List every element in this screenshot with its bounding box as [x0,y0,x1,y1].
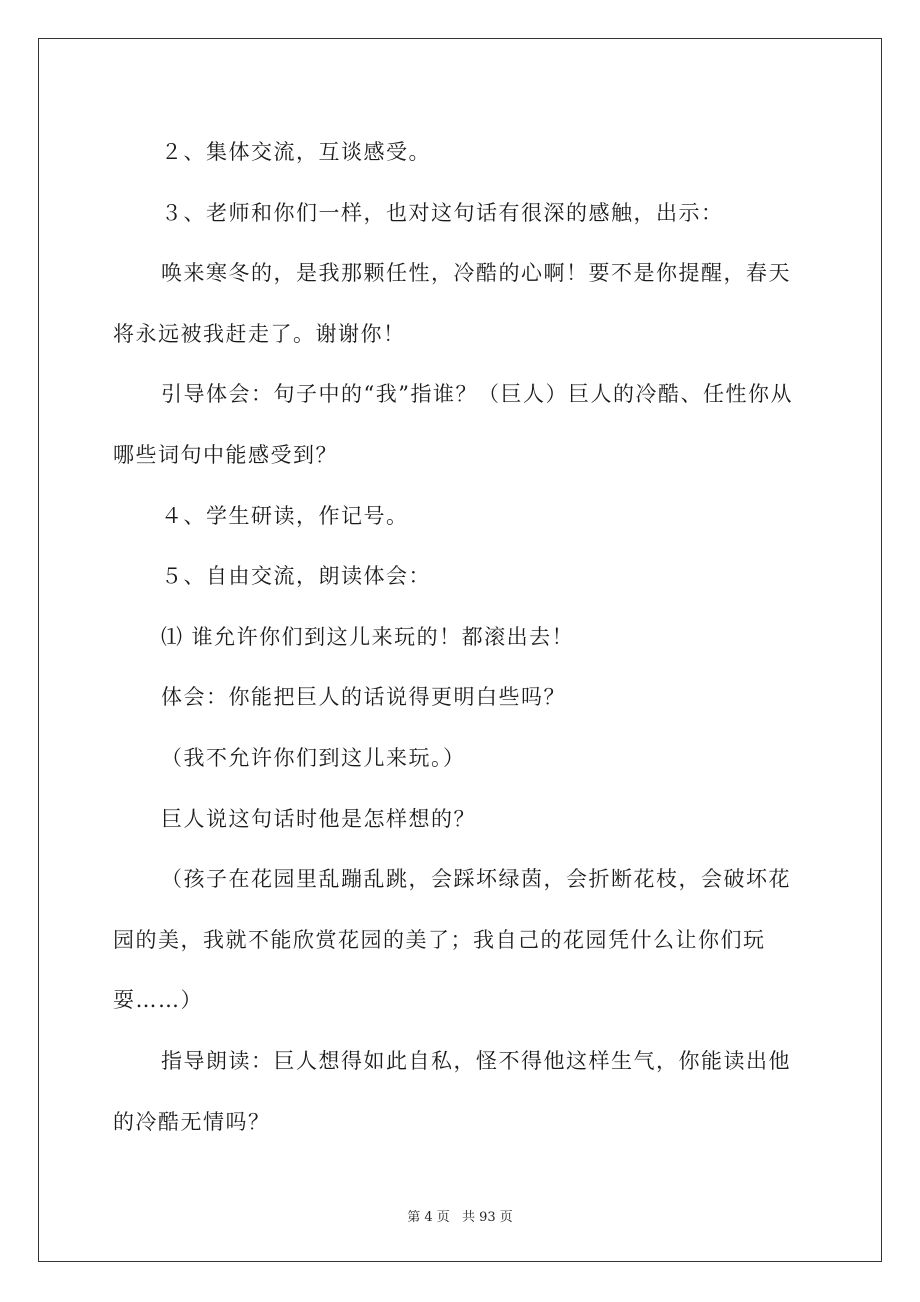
paragraph: 引导体会：句子中的“我”指谁？（巨人）巨人的冷酷、任性你从哪些词句中能感受到？ [113,382,793,467]
paragraph: 巨人说这句话时他是怎样想的？ [161,806,476,831]
paragraph: 指导朗读：巨人想得如此自私，怪不得他这样生气，你能读出他的冷酷无情吗？ [113,1048,791,1134]
page-number: 第 4 页 [407,1210,450,1225]
page-total: 共 93 页 [461,1210,513,1225]
paragraph: ⑴ 谁允许你们到这儿来玩的！都滚出去！ [161,624,575,649]
paragraph: 唤来寒冬的，是我那颗任性，冷酷的心啊！要不是你提醒，春天将永远被我赶走了。谢谢你！ [113,261,791,346]
page-footer [0,1206,920,1225]
paragraph: ４、学生研读，作记号。 [161,503,409,528]
paragraph: ３、老师和你们一样，也对这句话有很深的感触，出示： [161,200,724,225]
paragraph: 体会：你能把巨人的话说得更明白些吗？ [161,685,566,710]
paragraph: （我不允许你们到这儿来玩。） [161,745,466,770]
paragraph: ２、集体交流，互谈感受。 [161,140,431,164]
document-body [113,122,813,1152]
paragraph: ５、自由交流，朗读体会： [161,564,431,589]
paragraph: （孩子在花园里乱蹦乱跳，会踩坏绿茵，会折断花枝，会破坏花园的美，我就不能欣赏花园的美了；我自己的花园凭什么让你们玩耍……） [113,867,791,1013]
